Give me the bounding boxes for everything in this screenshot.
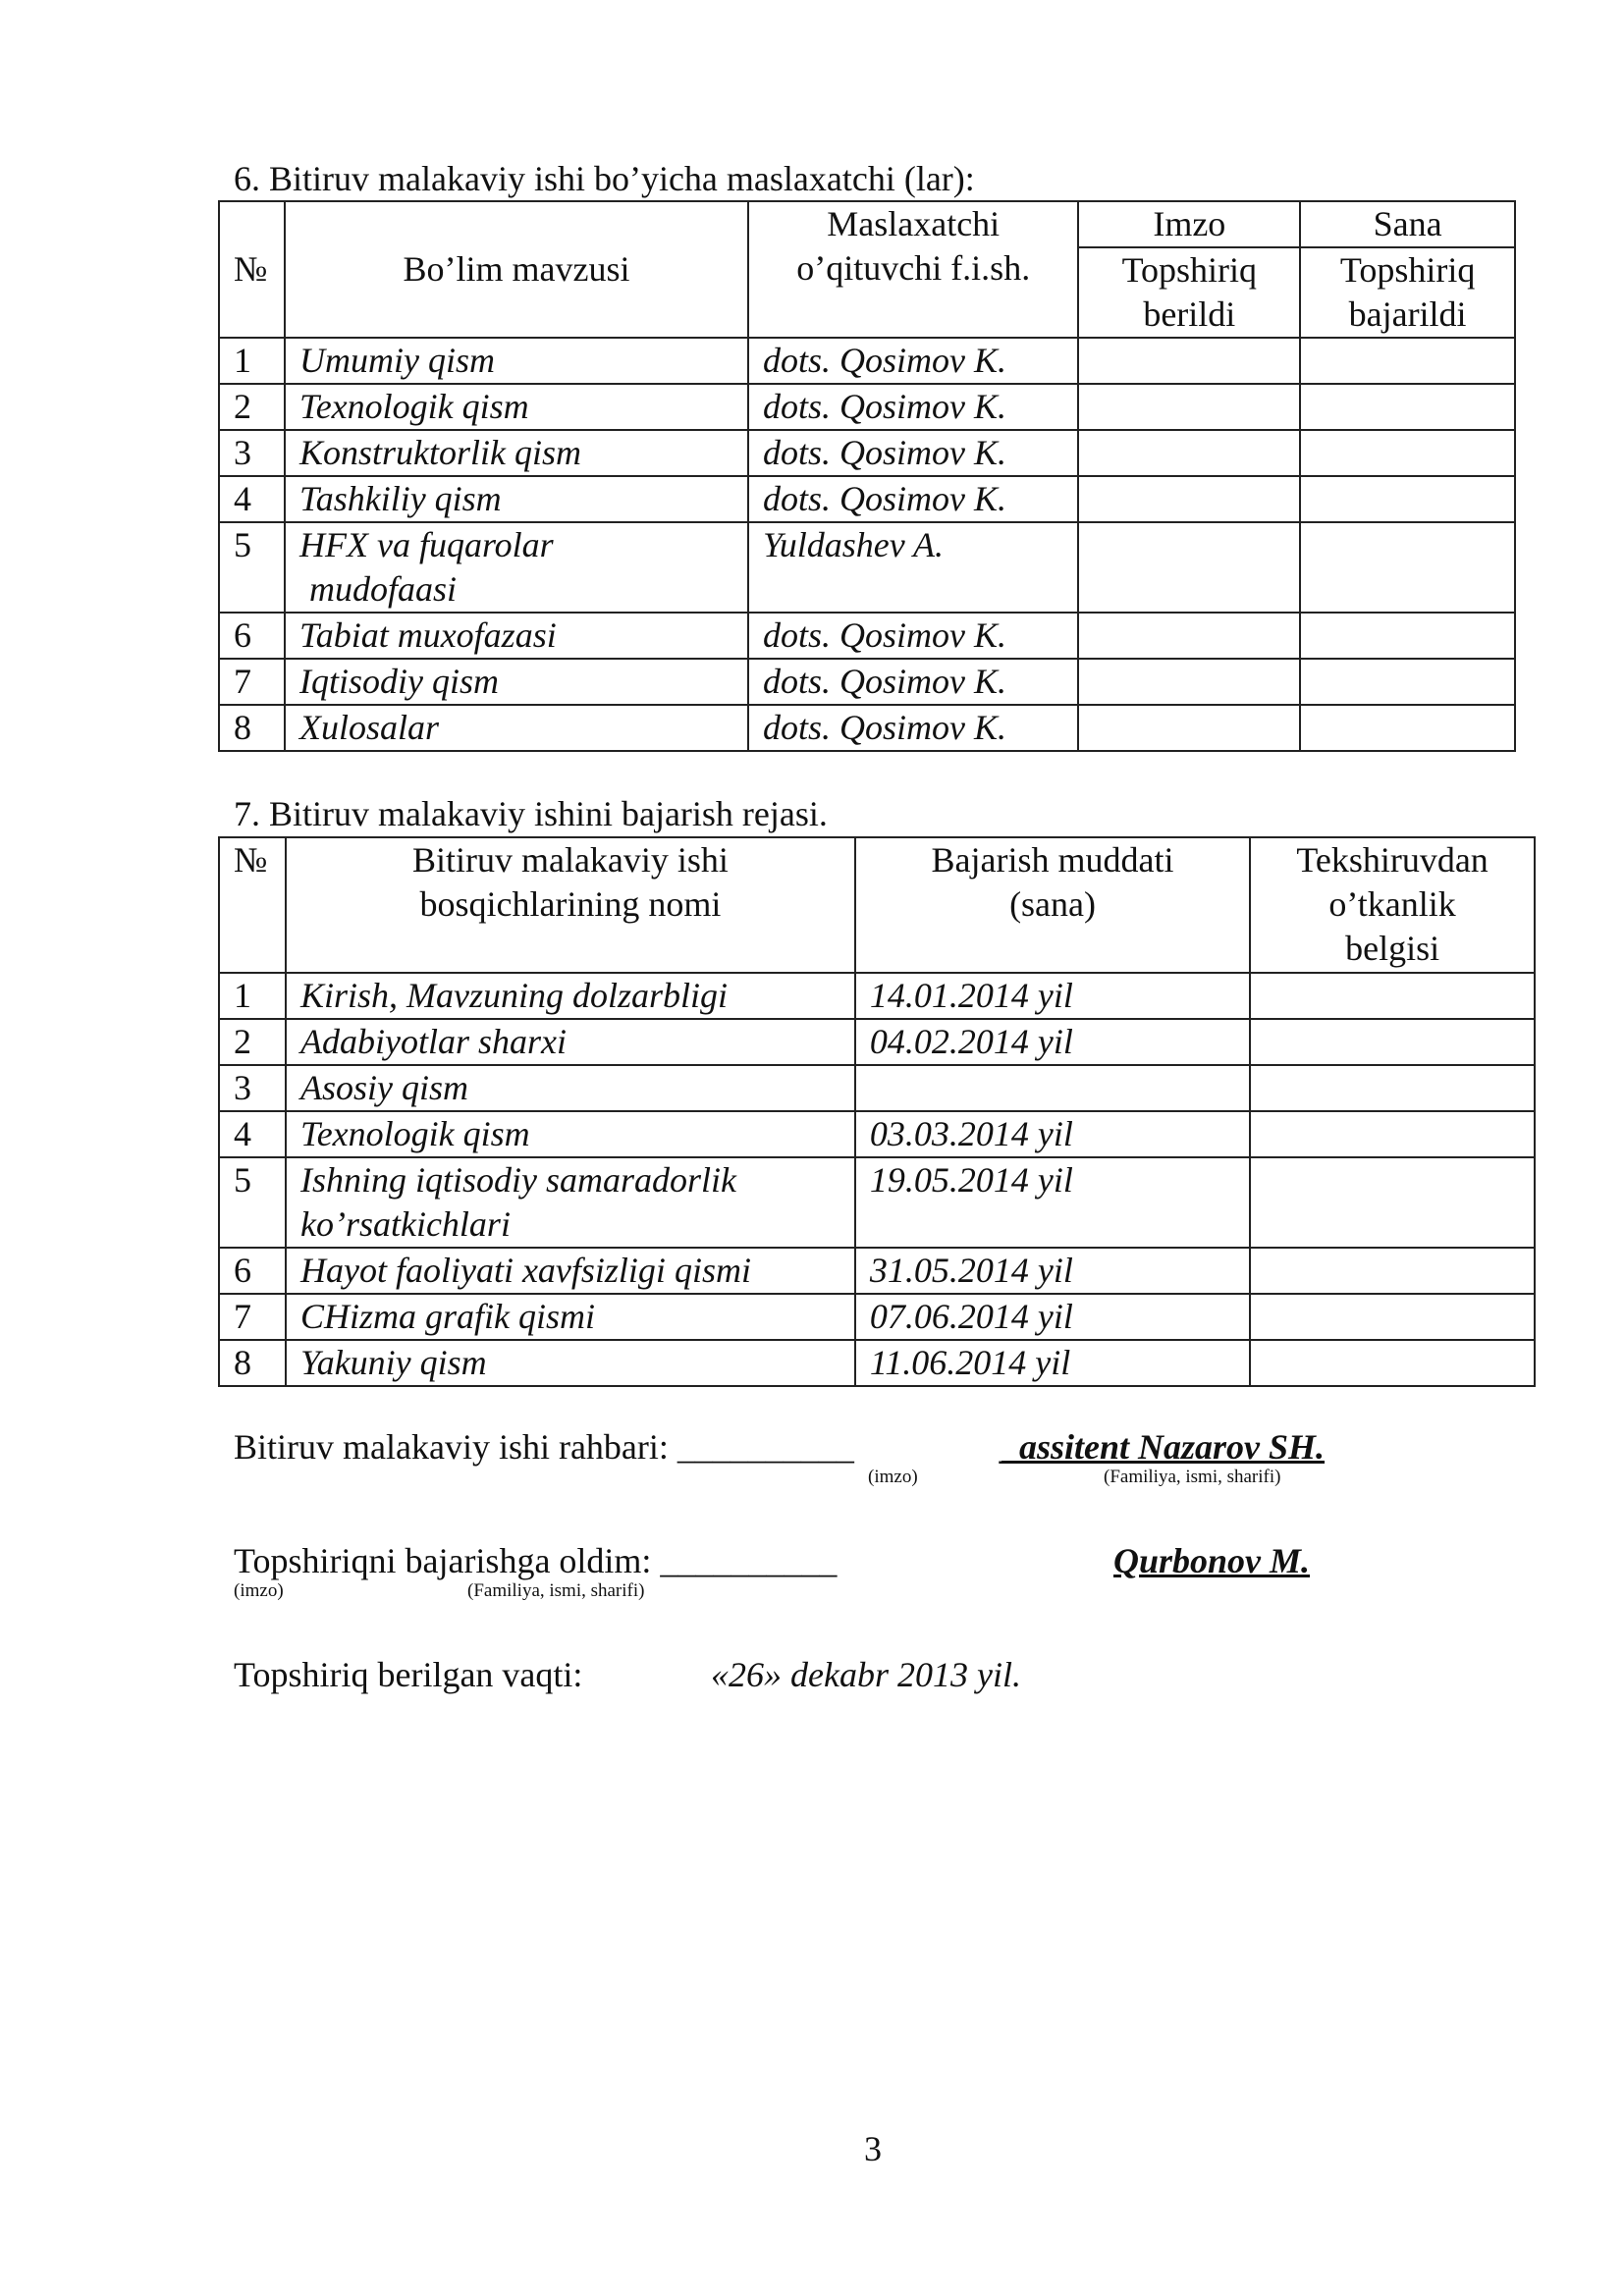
row-num: 5 (219, 1157, 286, 1248)
row-num: 7 (219, 659, 285, 705)
row-stage: Texnologik qism (286, 1111, 855, 1157)
table-row (219, 430, 1515, 476)
supervisor-name: _assitent Nazarov SH. (1001, 1427, 1326, 1467)
row-topic-line1: HFX va fuqarolar (298, 525, 554, 564)
table-row (219, 1340, 1535, 1386)
row-done (1300, 659, 1515, 705)
row-check (1250, 1065, 1535, 1111)
table-row (219, 1111, 1535, 1157)
row-topic: Umumiy qism (285, 338, 748, 384)
row-num: 8 (219, 705, 285, 751)
row-given (1078, 430, 1300, 476)
student-fio-note: (Familiya, ismi, sharifi) (467, 1580, 645, 1601)
row-date (855, 1065, 1250, 1111)
supervisor-label: Bitiruv malakaviy ishi rahbari: __________ (234, 1427, 854, 1467)
row-date: 03.03.2014 yil (855, 1111, 1250, 1157)
plan-header-row (219, 837, 1535, 973)
section7-title: 7. Bitiruv malakaviy ishini bajarish rejasi. (234, 794, 828, 833)
supervisor-fio-note: (Familiya, ismi, sharifi) (1104, 1467, 1281, 1487)
row-num: 2 (219, 384, 285, 430)
row-topic: Konstruktorlik qism (285, 430, 748, 476)
row-stage: Kirish, Mavzuning dolzarbligi (286, 973, 855, 1019)
row-topic: Texnologik qism (285, 384, 748, 430)
table-row (219, 522, 1515, 613)
plan-header-deadline (855, 837, 1250, 973)
header-given-line1: Topshiriq (1121, 250, 1258, 290)
row-num: 3 (219, 1065, 286, 1111)
date-value: «26» dekabr 2013 yil. (711, 1655, 1021, 1694)
table-row (219, 659, 1515, 705)
row-num: 2 (219, 1019, 286, 1065)
row-given (1078, 338, 1300, 384)
row-num: 7 (219, 1294, 286, 1340)
row-advisor: dots. Qosimov K. (748, 476, 1078, 522)
row-check (1250, 1294, 1535, 1340)
row-date: 14.01.2014 yil (855, 973, 1250, 1019)
row-stage: CHizma grafik qismi (286, 1294, 855, 1340)
row-num: 4 (219, 476, 285, 522)
row-advisor: dots. Qosimov K. (748, 659, 1078, 705)
header-advisor-line2: o’qituvchi f.i.sh. (796, 248, 1031, 288)
row-given (1078, 384, 1300, 430)
row-num: 8 (219, 1340, 286, 1386)
plan-header-stage-line2: bosqichlarining nomi (419, 884, 722, 924)
row-stage: Hayot faoliyati xavfsizligi qismi (286, 1248, 855, 1294)
row-num: 6 (219, 613, 285, 659)
student-imzo-note: (imzo) (234, 1580, 284, 1601)
header-imzo: Imzo (1078, 201, 1300, 247)
row-given (1078, 659, 1300, 705)
header-num: № (219, 201, 285, 338)
row-topic: Tashkiliy qism (285, 476, 748, 522)
plan-header-deadline-line1: Bajarish muddati (931, 840, 1174, 880)
row-topic: Tabiat muxofazasi (285, 613, 748, 659)
table-row (219, 1294, 1535, 1340)
row-advisor: dots. Qosimov K. (748, 705, 1078, 751)
row-num: 4 (219, 1111, 286, 1157)
row-num: 5 (219, 522, 285, 613)
row-advisor: dots. Qosimov K. (748, 430, 1078, 476)
row-given (1078, 613, 1300, 659)
table-row (219, 338, 1515, 384)
plan-header-check (1250, 837, 1535, 973)
plan-header-stage-line1: Bitiruv malakaviy ishi (411, 840, 729, 880)
advisors-header-row (219, 201, 1515, 247)
plan-header-stage (286, 837, 855, 973)
row-num: 1 (219, 338, 285, 384)
row-check (1250, 1157, 1535, 1248)
row-done (1300, 338, 1515, 384)
plan-header-deadline-line2: (sana) (1009, 884, 1097, 924)
plan-header-check-line3: belgisi (1345, 929, 1440, 968)
header-advisor (748, 201, 1078, 338)
row-given (1078, 705, 1300, 751)
header-done-line2: bajarildi (1348, 294, 1467, 334)
row-advisor: dots. Qosimov K. (748, 384, 1078, 430)
row-num: 6 (219, 1248, 286, 1294)
row-stage-line2: ko’rsatkichlari (299, 1204, 511, 1244)
student-label: Topshiriqni bajarishga oldim: __________ (234, 1541, 838, 1580)
row-check (1250, 973, 1535, 1019)
plan-header-num: № (219, 837, 286, 973)
plan-header-check-line1: Tekshiruvdan (1296, 840, 1489, 880)
row-done (1300, 705, 1515, 751)
row-check (1250, 1248, 1535, 1294)
row-topic: Xulosalar (285, 705, 748, 751)
row-done (1300, 613, 1515, 659)
advisors-table (218, 200, 1516, 752)
row-given (1078, 476, 1300, 522)
header-given-line2: berildi (1143, 294, 1236, 334)
header-given (1078, 247, 1300, 338)
row-date: 07.06.2014 yil (855, 1294, 1250, 1340)
row-stage: Adabiyotlar sharxi (286, 1019, 855, 1065)
table-row (219, 705, 1515, 751)
row-date: 04.02.2014 yil (855, 1019, 1250, 1065)
row-topic-line2: mudofaasi (308, 569, 457, 609)
row-done (1300, 476, 1515, 522)
row-advisor: Yuldashev A. (748, 522, 1078, 613)
page-number: 3 (864, 2129, 882, 2168)
table-row (219, 973, 1535, 1019)
table-row (219, 384, 1515, 430)
row-check (1250, 1019, 1535, 1065)
date-label: Topshiriq berilgan vaqti: (234, 1655, 583, 1694)
plan-table (218, 836, 1536, 1387)
row-given (1078, 522, 1300, 613)
section6-title: 6. Bitiruv malakaviy ishi bo’yicha maslaxatchi (lar): (234, 159, 975, 198)
row-topic: Iqtisodiy qism (285, 659, 748, 705)
table-row (219, 1065, 1535, 1111)
row-check (1250, 1111, 1535, 1157)
plan-header-check-line2: o’tkanlik (1328, 884, 1456, 924)
header-sana: Sana (1300, 201, 1515, 247)
row-stage: Asosiy qism (286, 1065, 855, 1111)
supervisor-imzo-note: (imzo) (868, 1467, 918, 1487)
student-name: Qurbonov M. (1113, 1541, 1311, 1580)
row-done (1300, 522, 1515, 613)
row-check (1250, 1340, 1535, 1386)
row-done (1300, 430, 1515, 476)
row-date: 19.05.2014 yil (855, 1157, 1250, 1248)
row-num: 3 (219, 430, 285, 476)
table-row (219, 1248, 1535, 1294)
row-stage (286, 1157, 855, 1248)
row-advisor: dots. Qosimov K. (748, 338, 1078, 384)
table-row (219, 1019, 1535, 1065)
row-date: 11.06.2014 yil (855, 1340, 1250, 1386)
row-stage: Yakuniy qism (286, 1340, 855, 1386)
header-topic: Bo’lim mavzusi (285, 201, 748, 338)
row-topic (285, 522, 748, 613)
row-num: 1 (219, 973, 286, 1019)
row-done (1300, 384, 1515, 430)
table-row (219, 476, 1515, 522)
header-done-line1: Topshiriq (1339, 250, 1476, 290)
table-row (219, 613, 1515, 659)
header-advisor-line1: Maslaxatchi (827, 204, 1001, 243)
table-row (219, 1157, 1535, 1248)
row-stage-line1: Ishning iqtisodiy samaradorlik (299, 1160, 736, 1200)
row-advisor: dots. Qosimov K. (748, 613, 1078, 659)
row-date: 31.05.2014 yil (855, 1248, 1250, 1294)
header-done (1300, 247, 1515, 338)
